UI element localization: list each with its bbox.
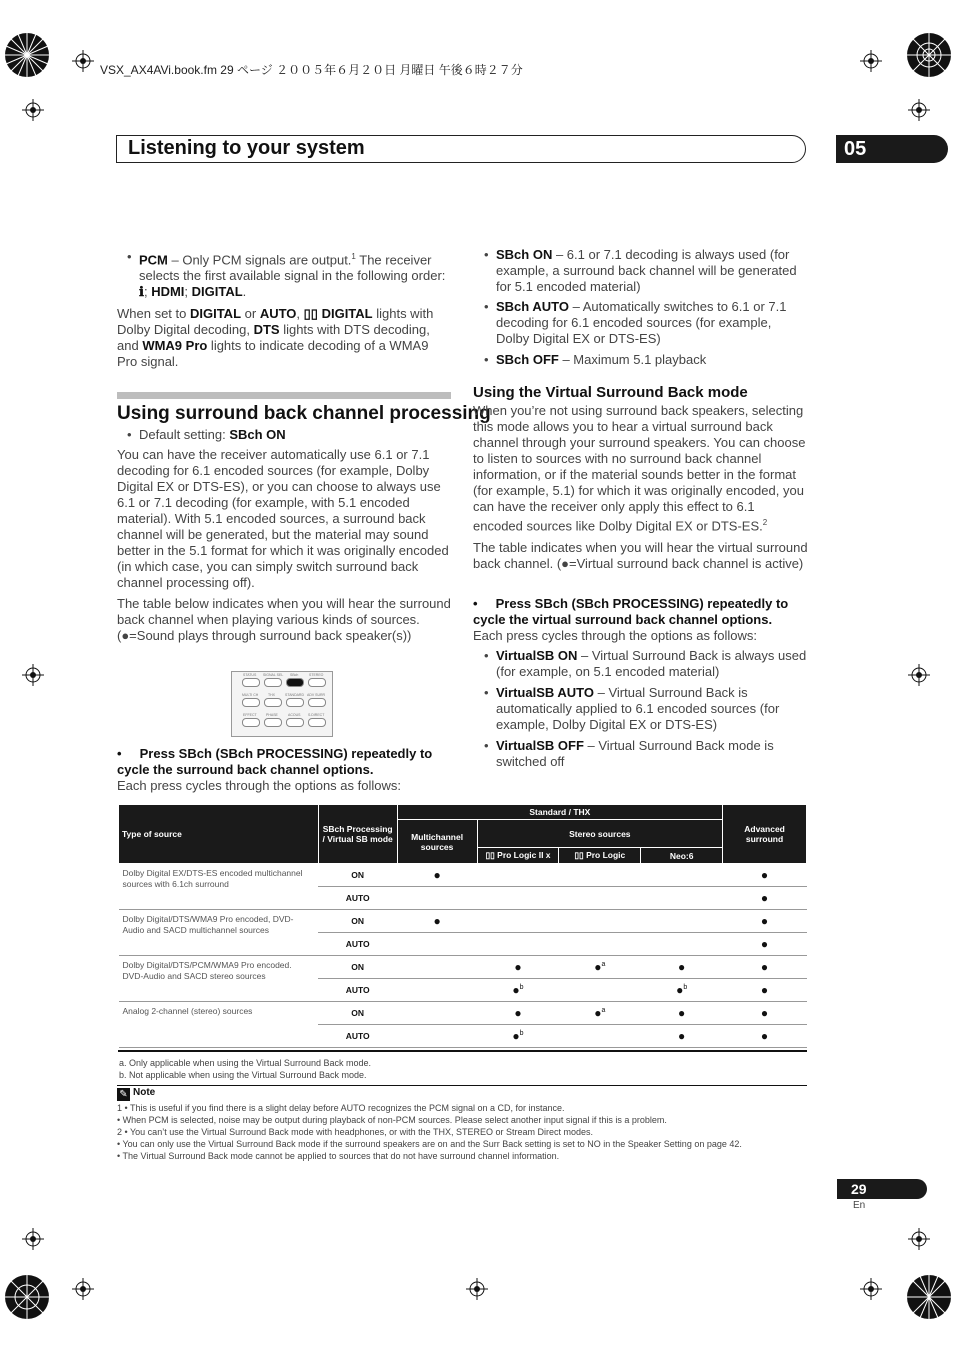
header-stereo: Stereo sources: [477, 820, 723, 848]
remote-label: SBch: [290, 673, 299, 677]
remote-button: [242, 678, 260, 687]
remote-button: [264, 718, 282, 727]
option-text: – Virtual Surround Back is automatically applied to 6.1 encoded sources (for example, Dolby Digital EX or DTS-ES): [496, 685, 780, 732]
header-pl2: [477, 848, 559, 864]
table-row: [119, 1002, 807, 1025]
virtualsb-option: [484, 738, 808, 770]
indicator-cell: [559, 864, 641, 887]
indicator-cell: [559, 887, 641, 910]
source-cell: Analog 2-channel (stereo) sources: [119, 1002, 319, 1048]
header-advanced: Advanced surround: [723, 805, 807, 864]
crosshair-mark: [72, 1278, 94, 1300]
sbch-table: [118, 804, 807, 1048]
header-pl-text: Pro Logic: [586, 850, 626, 860]
step2: [473, 596, 808, 628]
indicator-cell: [397, 1025, 477, 1048]
sbch-button: [286, 678, 304, 687]
note-icon: ✎: [117, 1088, 130, 1101]
section-heading: Using the Virtual Surround Back mode: [473, 384, 748, 401]
indicator-cell: ●: [397, 910, 477, 933]
step1: [117, 746, 452, 778]
indicator-cell: [477, 910, 559, 933]
bullet-dot: •: [484, 247, 489, 262]
section1-para2: The table below indicates when you will hear the surround back channel when playing various kinds of sources. (●=Sound plays through surround back speaker(s)): [117, 596, 451, 643]
indicator-cell: [641, 887, 723, 910]
indicator-note: a: [601, 1007, 606, 1014]
file-header-line: VSX_AX4AVi.book.fm 29 ページ ２００５年６月２０日 月曜日 午後６時２７分: [100, 63, 523, 77]
pcm-paragraph: [117, 306, 452, 370]
remote-button: [308, 718, 326, 727]
bullet-dot: •: [127, 427, 132, 442]
indicator-cell: [397, 956, 477, 979]
mode-cell: ON: [318, 910, 397, 933]
remote-button: [308, 678, 326, 687]
remote-button: [286, 718, 304, 727]
table-row: [119, 910, 807, 933]
note-line: 1 • This is useful if you find there is a slight delay before AUTO recognizes the PCM signal on a CD, for instance.: [117, 1103, 565, 1113]
indicator-cell: [397, 979, 477, 1002]
indicator-dot: ●: [594, 1006, 602, 1020]
indicator-cell: [397, 1002, 477, 1025]
indicator-cell: ●: [723, 979, 807, 1002]
note-line: • You can only use the Virtual Surround Back mode if the surround speakers are on and the Surr Back setting is set to NO in the Speaker Setting on page 42.: [117, 1139, 742, 1149]
remote-label: THX: [268, 693, 275, 697]
option-text: – Virtual Surround Back mode is switched off: [496, 738, 774, 769]
indicator-cell: [397, 887, 477, 910]
bullet-dot: •: [484, 738, 489, 753]
option-text: – 6.1 or 7.1 decoding is always used (for example, a surround back channel will be generated for 5.1 encoded material): [496, 247, 797, 294]
dolby-logo-icon: ▯▯: [303, 306, 322, 321]
table-footnote: a. Only applicable when using the Virtual Surround Back mode.: [119, 1058, 371, 1068]
sbch-option: [484, 352, 808, 368]
remote-label: S.DIRECT: [308, 713, 325, 717]
footnote-ref: 2: [762, 518, 768, 527]
indicator-cell: [559, 1002, 641, 1025]
page-number: 29: [837, 1179, 927, 1199]
text: DTS: [253, 322, 280, 337]
corner-sunburst-mark: [2, 1272, 52, 1322]
pcm-text2: The receiver selects the first available signal in the following order:: [139, 252, 446, 284]
crosshair-mark: [908, 664, 930, 686]
table-body: [119, 864, 807, 1048]
section2-para2: The table indicates when you will hear the virtual surround back channel. (●=Virtual surround back channel is active): [473, 540, 808, 571]
indicator-cell: [477, 864, 559, 887]
remote-label: STANDARD: [285, 693, 304, 697]
indicator-cell: [477, 1025, 559, 1048]
bullet-dot: •: [484, 648, 489, 663]
crosshair-mark: [860, 50, 882, 72]
crosshair-mark: [860, 1278, 882, 1300]
indicator-cell: ●: [723, 887, 807, 910]
remote-button: [242, 698, 260, 707]
indicator-cell: [559, 979, 641, 1002]
mode-cell: AUTO: [318, 887, 397, 910]
header-standard: Standard / THX: [397, 805, 722, 820]
sbch-option: [484, 299, 808, 347]
note-lines: [117, 1102, 807, 1162]
note-line: 2 • You can’t use the Virtual Surround Back mode with headphones, or with the THX, STEREO or Stream Direct modes.: [117, 1127, 594, 1137]
table-row: [119, 956, 807, 979]
text: When set to: [117, 306, 190, 321]
bullet-dot: •: [117, 746, 140, 761]
step2-text: Press SBch (SBch PROCESSING) repeatedly to cycle the virtual surround back channel options.: [473, 596, 789, 627]
option-label: SBch AUTO: [496, 299, 569, 314]
option-label: VirtualSB AUTO: [496, 685, 595, 700]
indicator-cell: ●: [477, 1002, 559, 1025]
option-label: SBch OFF: [496, 352, 559, 367]
corner-sunburst-mark: [2, 30, 52, 80]
crosshair-mark: [22, 664, 44, 686]
indicator-cell: [559, 910, 641, 933]
page-title: Listening to your system: [128, 137, 365, 159]
option-label: VirtualSB ON: [496, 648, 578, 663]
corner-sunburst-mark: [904, 1272, 954, 1322]
remote-label: PHASE: [266, 713, 278, 717]
option-label: VirtualSB OFF: [496, 738, 584, 753]
remote-label: ACOUS: [288, 713, 301, 717]
remote-button: [286, 698, 304, 707]
section2-para1: [473, 403, 808, 534]
text: lights to indicate decoding of a WMA9 Pro signal.: [117, 338, 429, 369]
indicator-cell: ●: [641, 1002, 723, 1025]
source-cell: Dolby Digital EX/DTS-ES encoded multichannel sources with 6.1ch surround: [119, 864, 319, 910]
crosshair-mark: [466, 1278, 488, 1300]
indicator-cell: [477, 887, 559, 910]
header-pl: [559, 848, 641, 864]
step1-text: Press SBch (SBch PROCESSING) repeatedly to cycle the surround back channel options.: [117, 746, 433, 777]
crosshair-mark: [908, 1228, 930, 1250]
mode-cell: AUTO: [318, 933, 397, 956]
indicator-cell: ●: [723, 933, 807, 956]
text: or: [241, 306, 260, 321]
virtualsb-option: [484, 648, 808, 680]
text: DIGITAL: [321, 306, 373, 321]
table-rule: [118, 1050, 807, 1052]
crosshair-mark: [22, 99, 44, 121]
indicator-cell: ●: [723, 910, 807, 933]
header-neo: Neo:6: [641, 848, 723, 864]
crosshair-mark: [22, 1228, 44, 1250]
dolby-logo-icon: ▯▯: [574, 850, 587, 860]
indicator-dot: ●: [676, 983, 684, 997]
crosshair-mark: [72, 50, 94, 72]
bullet-dot: •: [484, 352, 489, 367]
text: WMA9 Pro: [142, 338, 208, 353]
pcm-label: PCM: [139, 252, 168, 268]
remote-label: EFFECT: [243, 713, 257, 717]
option-label: SBch ON: [496, 247, 553, 262]
input-icon: ℹ: [139, 284, 144, 300]
indicator-dot: ●: [512, 1029, 520, 1043]
header-type: Type of source: [119, 805, 319, 864]
remote-label: SIGNAL SEL: [263, 673, 284, 677]
indicator-note: a: [601, 961, 606, 968]
section1-para1: You can have the receiver automatically use 6.1 or 7.1 decoding for 6.1 encoded sources (for example, Dolby Digital EX or DTS-ES), or you can choose to always use 6.1 or 7.1 decoding (for example, with 5.1 encoded material). With 5.1 encoded sources, a surround back channel will be generated, but the material may sound better in the 5.1 format for which it was originally encoded (in which case, you can simply switch surround back channel processing off).: [117, 447, 449, 590]
bullet-dot: •: [484, 685, 489, 700]
indicator-cell: [641, 933, 723, 956]
remote-illustration: [231, 671, 333, 737]
header-mode: SBch Processing / Virtual SB mode: [318, 805, 397, 864]
indicator-cell: [641, 864, 723, 887]
remote-label: STATUS: [243, 673, 257, 677]
default-setting: [127, 427, 451, 443]
indicator-cell: ●: [723, 1002, 807, 1025]
header-multichannel: Multichannel sources: [397, 820, 477, 864]
note-line: • When PCM is selected, noise may be output during playback of non-PCM sources. Please select another input signal if this is a problem.: [117, 1115, 667, 1125]
indicator-cell: [559, 1025, 641, 1048]
bullet-dot: •: [127, 249, 132, 264]
indicator-cell: [477, 979, 559, 1002]
mode-cell: AUTO: [318, 979, 397, 1002]
default-label: Default setting:: [139, 427, 230, 442]
header-pl2-text: Pro Logic II x: [497, 850, 551, 860]
indicator-dot: ●: [594, 960, 602, 974]
indicator-cell: [641, 910, 723, 933]
remote-label: MULTI CH: [242, 693, 259, 697]
option-text: – Maximum 5.1 playback: [558, 352, 707, 367]
indicator-cell: [477, 933, 559, 956]
text: lights with DTS decoding, and: [117, 322, 430, 353]
virtualsb-option: [484, 685, 808, 733]
mode-cell: ON: [318, 956, 397, 979]
indicator-cell: ●: [723, 956, 807, 979]
indicator-cell: ●: [641, 956, 723, 979]
text: ,: [296, 306, 304, 321]
section2-para1-text: When you’re not using surround back speakers, selecting this mode allows you to hear a virtual surround back channel through your surround speakers. You can choose to listen to sources with no surround back channel information, or if the material sounds better in the format (for example, 5.1) for which it was originally encoded, you can have the receiver only apply this effect to 6.1 encoded sources like Dolby Digital EX or DTS-ES.: [473, 403, 806, 534]
remote-button: [264, 678, 282, 687]
remote-button: [264, 698, 282, 707]
remote-label: ADV SURR: [307, 693, 326, 697]
indicator-note: b: [683, 984, 688, 991]
remote-button: [242, 718, 260, 727]
section-heading: Using surround back channel processing: [117, 403, 491, 424]
mode-cell: ON: [318, 864, 397, 887]
indicator-cell: [559, 956, 641, 979]
indicator-cell: [641, 979, 723, 1002]
footnote-ref: 1: [351, 252, 356, 261]
indicator-dot: ●: [512, 983, 520, 997]
order-hdmi: HDMI: [151, 284, 185, 300]
sbch-option: [484, 247, 808, 295]
crosshair-mark: [908, 99, 930, 121]
section-rule: [117, 392, 451, 399]
text: DIGITAL: [189, 306, 242, 321]
indicator-cell: ●: [723, 864, 807, 887]
note-rule: [117, 1085, 807, 1086]
note-line: • The Virtual Surround Back mode cannot be applied to sources that do not have surround channel information.: [117, 1151, 560, 1161]
indicator-cell: ●: [477, 956, 559, 979]
remote-label: STEREO: [309, 673, 324, 677]
option-text: – Automatically switches to 6.1 or 7.1 decoding for 6.1 encoded sources (for example, Dolby Digital EX or DTS-ES): [496, 299, 787, 346]
note-title: Note: [133, 1087, 156, 1098]
indicator-cell: [559, 933, 641, 956]
bullet-dot: •: [484, 299, 489, 314]
text: lights with Dolby Digital decoding,: [117, 306, 434, 337]
indicator-cell: ●: [641, 1025, 723, 1048]
table-row: [119, 864, 807, 887]
indicator-note: b: [519, 1030, 524, 1037]
bullet-dot: •: [473, 596, 496, 611]
dolby-logo-icon: ▯▯: [485, 850, 498, 860]
pcm-text: – Only PCM signals are output.: [167, 252, 352, 268]
default-value: SBch ON: [229, 427, 286, 442]
order-digital: DIGITAL: [191, 284, 243, 300]
indicator-note: b: [519, 984, 524, 991]
option-text: – Virtual Surround Back is always used (for example, on 5.1 encoded material): [496, 648, 807, 679]
mode-cell: AUTO: [318, 1025, 397, 1048]
pcm-bullet: • PCM – Only PCM signals are output.$^1$ The receiver selects the first available signal in the following order: ℹ; HDMI; DIGITAL.: [127, 249, 446, 300]
indicator-cell: ●: [723, 1025, 807, 1048]
source-cell: Dolby Digital/DTS/WMA9 Pro encoded, DVD-Audio and SACD multichannel sources: [119, 910, 319, 956]
step1-sub: Each press cycles through the options as follows:: [117, 778, 401, 793]
mode-cell: ON: [318, 1002, 397, 1025]
remote-button: [308, 698, 326, 707]
indicator-cell: ●: [397, 864, 477, 887]
page-lang: En: [853, 1200, 866, 1211]
step2-sub: Each press cycles through the options as follows:: [473, 628, 757, 643]
chapter-badge: 05: [836, 135, 948, 163]
table-footnote: b. Not applicable when using the Virtual Surround Back mode.: [119, 1070, 367, 1080]
indicator-cell: [397, 933, 477, 956]
source-cell: Dolby Digital/DTS/PCM/WMA9 Pro encoded. DVD-Audio and SACD stereo sources: [119, 956, 319, 1002]
text: AUTO: [259, 306, 297, 321]
corner-sunburst-mark: [904, 30, 954, 80]
